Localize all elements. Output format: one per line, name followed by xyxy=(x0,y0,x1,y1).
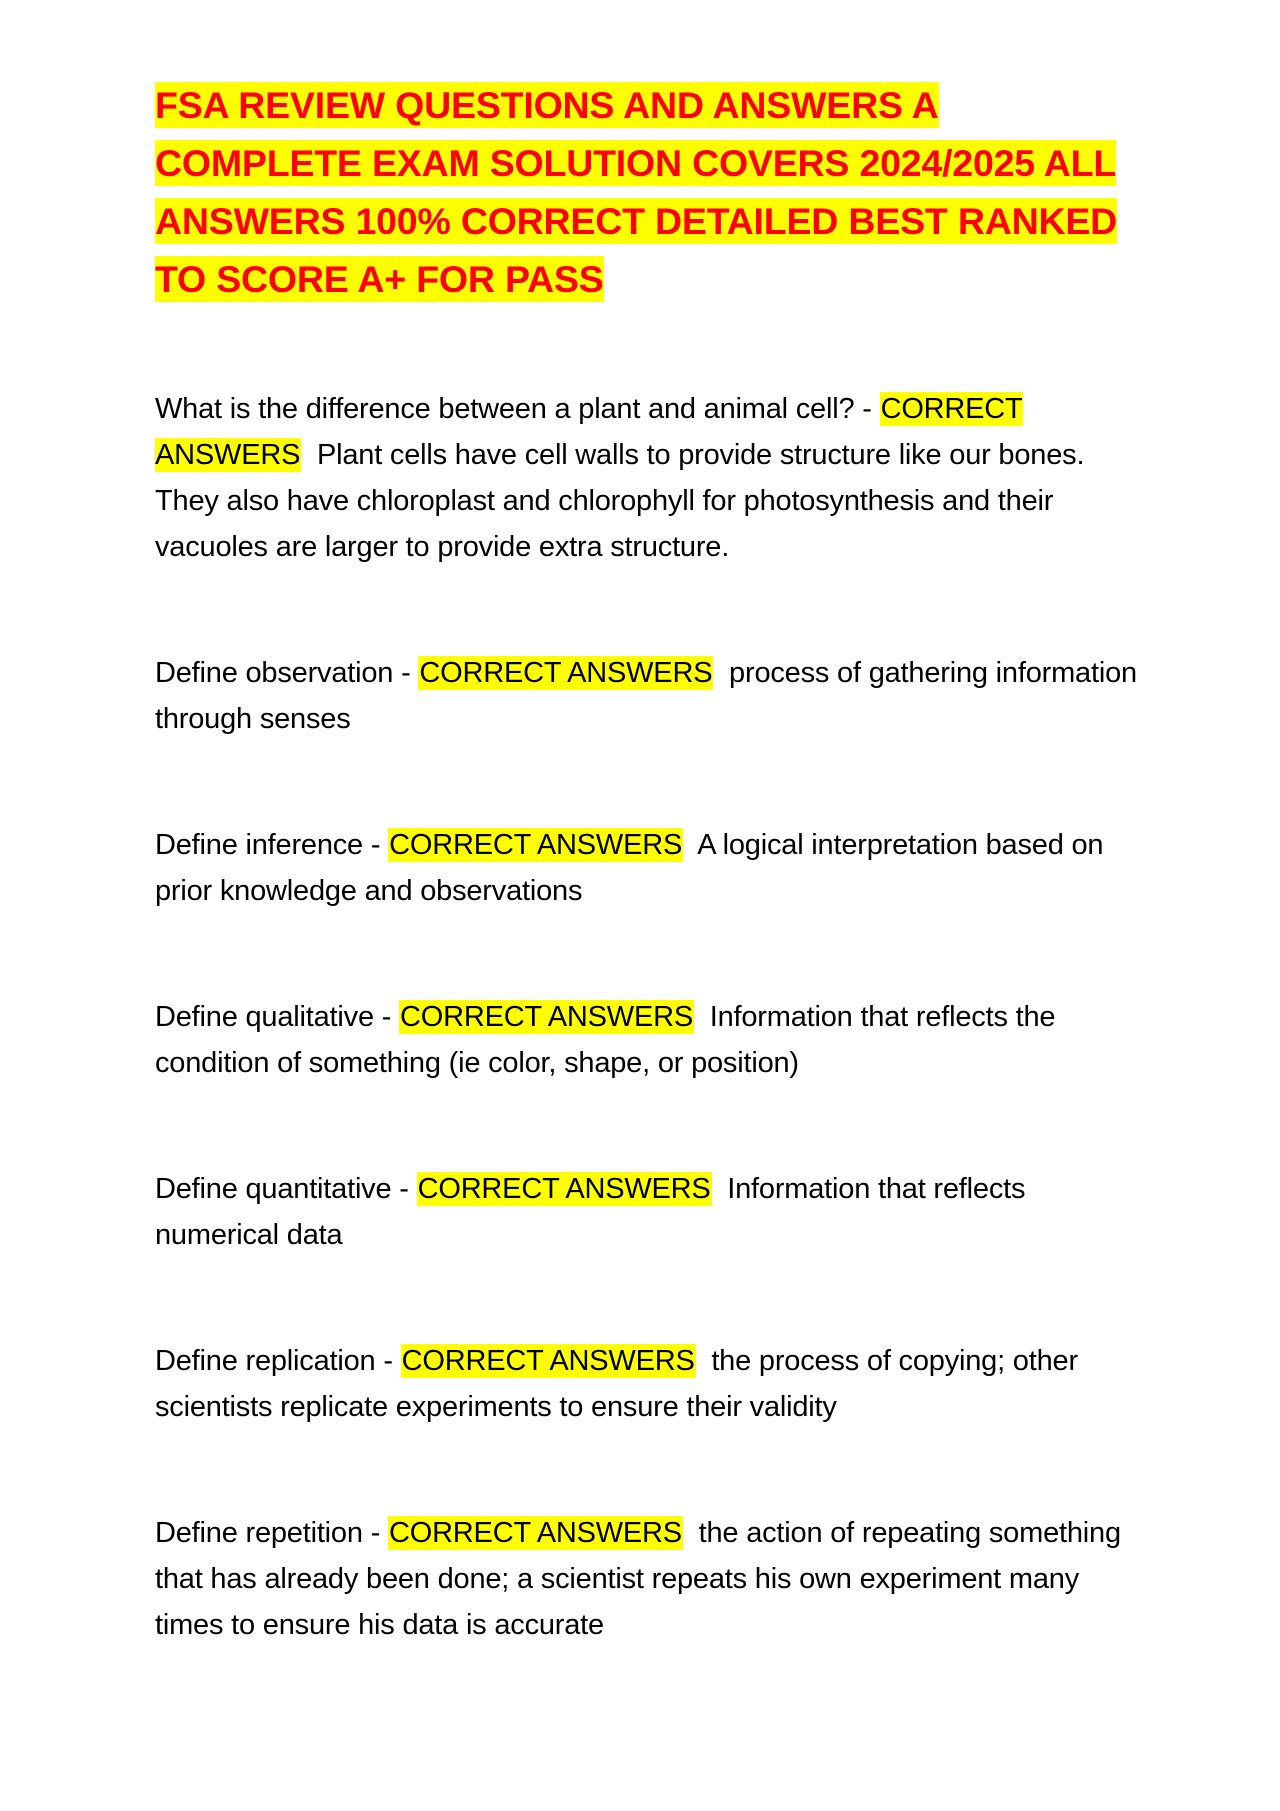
question-text: Define quantitative - xyxy=(155,1173,417,1205)
answer-text: the process of copying; other scientists replicate experiments to ensure their validity xyxy=(155,1345,1086,1423)
correct-answers-marker: CORRECT ANSWERS xyxy=(389,829,683,861)
correct-answers-marker: CORRECT ANSWERS xyxy=(155,393,1023,471)
answer-text: process of gathering information through senses xyxy=(155,657,1145,735)
question-text: Define qualitative - xyxy=(155,1001,400,1033)
title-highlight: FSA REVIEW QUESTIONS AND ANSWERS A COMPLETE EXAM SOLUTION COVERS 2024/2025 ALL ANSWERS 100% CORRECT DETAILED BEST RANKED TO SCORE A+ FOR PASS xyxy=(155,84,1118,300)
answer-text: A logical interpretation based on prior knowledge and observations xyxy=(155,829,1112,907)
correct-answers-marker: CORRECT ANSWERS xyxy=(400,1001,693,1033)
question-text: Define replication - xyxy=(155,1345,401,1377)
qa-item-quantitative xyxy=(155,1166,1145,1258)
qa-item-plant-animal-cell xyxy=(155,386,1145,570)
answer-text: Plant cells have cell walls to provide structure like our bones. They also have chloroplast and chlorophyll for photosynthesis and their vacuoles are larger to provide extra structure. xyxy=(155,439,1092,563)
answer-text: Information that reflects numerical data xyxy=(155,1173,1034,1251)
question-text: What is the difference between a plant and animal cell? - xyxy=(155,393,880,425)
document-title xyxy=(155,76,1145,308)
correct-answers-marker: CORRECT ANSWERS xyxy=(401,1345,695,1377)
qa-item-observation xyxy=(155,650,1145,742)
qa-item-inference xyxy=(155,822,1145,914)
answer-text: Information that reflects the condition of something (ie color, shape, or position) xyxy=(155,1001,1064,1079)
question-text: Define repetition - xyxy=(155,1517,388,1549)
correct-answers-marker: CORRECT ANSWERS xyxy=(388,1517,682,1549)
question-text: Define inference - xyxy=(155,829,389,861)
qa-item-replication xyxy=(155,1338,1145,1430)
qa-item-repetition xyxy=(155,1510,1145,1648)
qa-item-qualitative xyxy=(155,994,1145,1086)
correct-answers-marker: CORRECT ANSWERS xyxy=(419,657,713,689)
answer-text: the action of repeating something that has already been done; a scientist repeats his own experiment many times to ensure his data is accurate xyxy=(155,1517,1129,1641)
document-content xyxy=(155,76,1145,1648)
question-text: Define observation - xyxy=(155,657,419,689)
correct-answers-marker: CORRECT ANSWERS xyxy=(417,1173,711,1205)
